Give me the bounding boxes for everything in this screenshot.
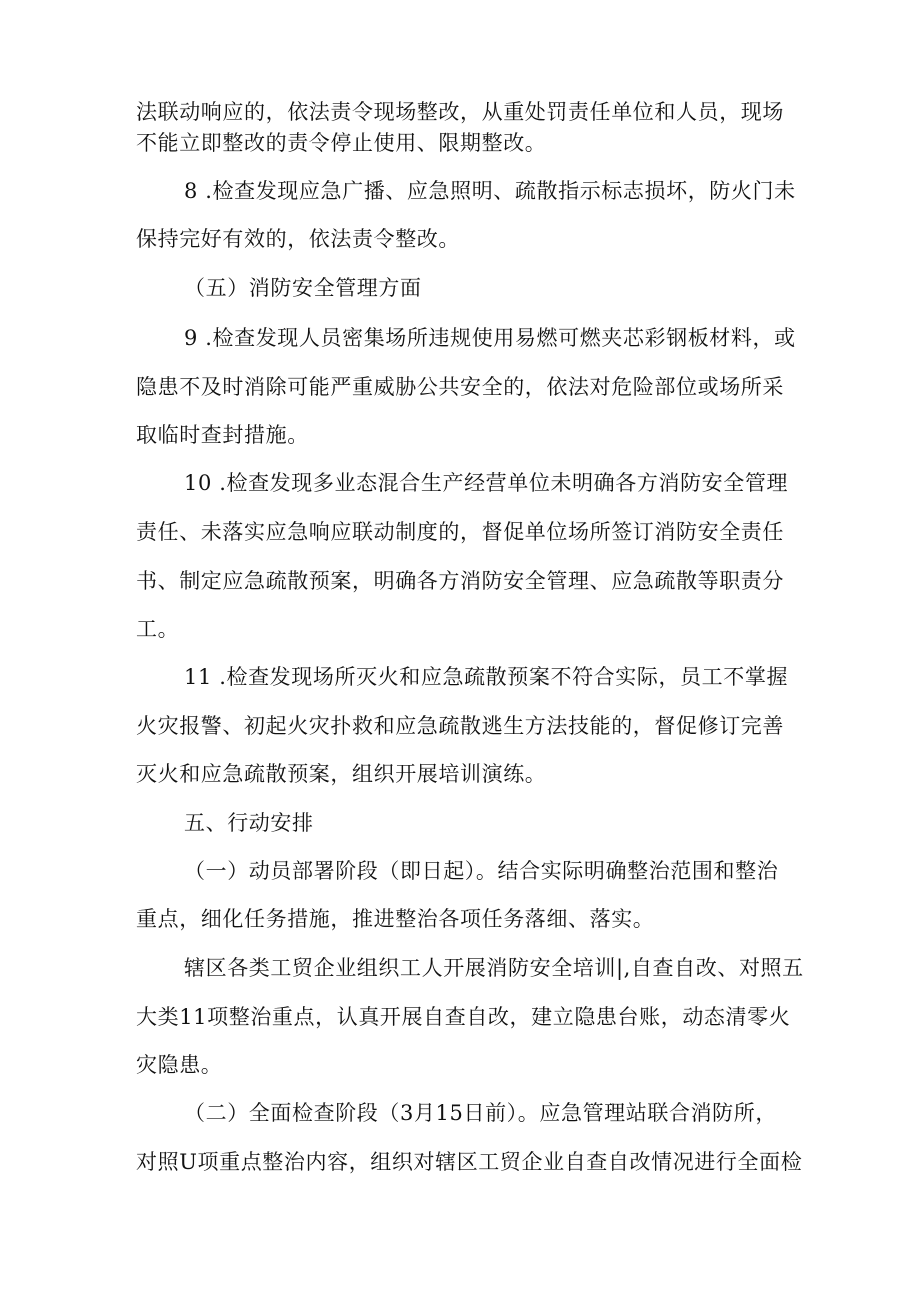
paragraph-line: 灭火和应急疏散预案，组织开展培训演练。 xyxy=(136,762,547,786)
paragraph-line: 大类11项整治重点，认真开展自查自改，建立隐患台账，动态清零火 xyxy=(136,1005,791,1029)
paragraph-line: 责任、未落实应急响应联动制度的，督促单位场所签订消防安全责任 xyxy=(136,520,784,544)
paragraph-line: 9 .检查发现人员密集场所违规使用易燃可燃夹芯彩钢板材料，或 xyxy=(184,326,796,350)
paragraph-line: （一）动员部署阶段（即日起）。结合实际明确整治范围和整治 xyxy=(184,859,779,883)
paragraph-line: 火灾报警、初起火灾扑救和应急疏散逃生方法技能的，督促修订完善 xyxy=(136,714,784,738)
paragraph-line: 辖区各类工贸企业组织工人开展消防安全培训|,自查自改、对照五 xyxy=(184,956,804,980)
paragraph-line: 对照U项重点整治内容，组织对辖区工贸企业自查自改情况进行全面检 xyxy=(136,1150,803,1174)
paragraph-line: 书、制定应急疏散预案，明确各方消防安全管理、应急疏散等职责分 xyxy=(136,569,784,593)
section-heading: 五、行动安排 xyxy=(184,811,314,835)
paragraph-line: 取临时查封措施。 xyxy=(136,423,309,447)
paragraph-line: 重点，细化任务措施，推进整治各项任务落细、落实。 xyxy=(136,907,655,931)
paragraph-line: 不能立即整改的责令停止使用、限期整改。 xyxy=(136,131,547,155)
section-heading: （五）消防安全管理方面 xyxy=(184,276,422,300)
paragraph-line: 8 .检查发现应急广播、应急照明、疏散指示标志损坏，防火门未 xyxy=(184,179,796,203)
paragraph-line: （二）全面检查阶段（3月15日前）。应急管理站联合消防所， xyxy=(184,1101,777,1125)
paragraph-line: 保持完好有效的，依法责令整改。 xyxy=(136,227,460,251)
paragraph-line: 工。 xyxy=(136,617,180,641)
paragraph-line: 10 .检查发现多业态混合生产经营单位未明确各方消防安全管理 xyxy=(184,471,789,495)
paragraph-line: 11 .检查发现场所灭火和应急疏散预案不符合实际，员工不掌握 xyxy=(184,665,789,689)
paragraph-line: 隐患不及时消除可能严重威胁公共安全的，依法对危险部位或场所采 xyxy=(136,375,784,399)
paragraph-line: 灾隐患。 xyxy=(136,1053,223,1077)
paragraph-line: 法联动响应的，依法责令现场整改，从重处罚责任单位和人员，现场 xyxy=(136,100,784,124)
